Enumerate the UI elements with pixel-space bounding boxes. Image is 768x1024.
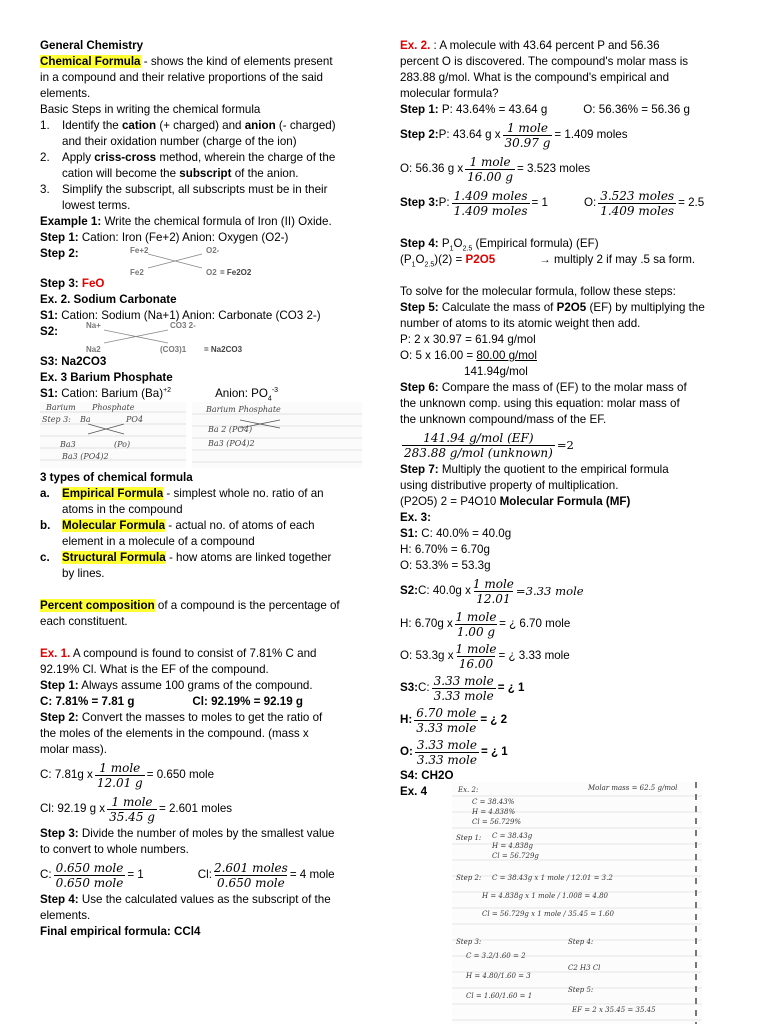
def-line: in a compound and their relative proportions of the said — [40, 71, 323, 84]
step-3: 3. Simplify the subscript, all subscripts must be in their — [40, 183, 328, 196]
example-3-s1: S1: Cation: Barium $(Ba)^{+2}$ Anion: $PO_4^{-3}$ — [40, 387, 279, 403]
ex2-step2-p: Step 2: P: 43.64 g x $\frac{\text{1 mole}}{30.97 g}$ = 1.409 moles — [400, 120, 628, 150]
types-heading: 3 types of chemical formula — [40, 471, 193, 484]
svg-text:Step 1:: Step 1: — [456, 834, 482, 842]
handwritten-ex4-image — [452, 782, 702, 1024]
svg-text:Ba3 (PO4)2: Ba3 (PO4)2 — [208, 439, 255, 448]
ex3-s2-c: S2: C: 40.0g x $\frac{\text{1 mole}}{12.01}$ =3.33 mole — [400, 576, 584, 606]
ex4-heading: Ex. 4 — [400, 785, 428, 798]
ex1-step3: Step 3: Divide the number of moles by the smallest value — [40, 827, 335, 840]
ex2-step7-mf: (P2O5) 2 = P4O10 Molecular Formula (MF) — [400, 495, 631, 508]
svg-text:Ba: Ba — [80, 415, 91, 424]
example-2-s2: S2: Na+ CO3 2- Na2 (CO3)1 = Na2CO3 — [40, 324, 370, 354]
ex2-problem-cont: percent O is discovered. The compound's molar mass is — [400, 55, 689, 68]
ex3-s2-h: H: 6.70g x $\frac{\text{1 mole}}{1.00 g}$ = ¿ 6.70 mole — [400, 609, 571, 639]
left-column — [40, 38, 370, 940]
svg-text:C2 H3 Cl: C2 H3 Cl — [568, 964, 601, 972]
ex2-step2-o: O: 56.36 g x $\frac{\text{1 mole}}{16.00 g}$ = 3.523 moles — [400, 154, 591, 184]
step-1: 1. Identify the cation (+ charged) and anion (- charged) — [40, 119, 336, 132]
def-line: elements. — [40, 87, 91, 100]
type-molecular-cont: element in a molecule of a compound — [62, 535, 255, 548]
example-2-s1: S1: Cation: Sodium (Na+1) Anion: Carbonate (CO3 2-) — [40, 309, 321, 322]
svg-text:O2: O2 — [206, 268, 217, 277]
type-empirical: a. Empirical Formula - simplest whole no. ratio of an — [40, 487, 324, 500]
step-3-cont: lowest terms. — [62, 199, 131, 212]
ex1-step1: Step 1: Always assume 100 grams of the compound. — [40, 679, 313, 692]
ex1-step4: Step 4: Use the calculated values as the subscript of the — [40, 893, 331, 906]
svg-text:Step 2:: Step 2: — [456, 874, 482, 882]
svg-text:Molar mass = 62.5 g/mol: Molar mass = 62.5 g/mol — [588, 784, 678, 792]
ex1-problem: Ex. 1. A compound is found to consist of 7.81% C and — [40, 647, 317, 660]
svg-text:H = 4.838g: H = 4.838g — [492, 842, 533, 850]
ex3-o: O: 53.3% = 53.3g — [400, 559, 491, 572]
chemical-formula-def: Chemical Formula - shows the kind of elements present — [40, 55, 333, 68]
type-molecular: b. Molecular Formula - actual no. of atoms of each — [40, 519, 315, 532]
percent-composition: Percent composition of a compound is the percentage of — [40, 599, 340, 612]
svg-text:Ba 2 (PO4): Ba 2 (PO4) — [208, 425, 253, 434]
criss-cross-sketch-1 — [128, 242, 328, 278]
svg-text:Ba3 (PO4)2: Ba3 (PO4)2 — [62, 452, 109, 461]
ex1-final: Final empirical formula: CCl4 — [40, 925, 201, 938]
ex2-step5-total: 141.94g/mol — [464, 365, 528, 378]
ex2-step6: Step 6: Compare the mass of (EF) to the molar mass of — [400, 381, 687, 394]
ex3-s1: S1: C: 40.0% = 40.0g — [400, 527, 512, 540]
ex2-step5-p: P: 2 x 30.97 = 61.94 g/mol — [400, 333, 536, 346]
svg-text:PO4: PO4 — [126, 415, 144, 424]
ex3-s3-c: S3: C: $\frac{\text{3.33 mole}}{\text{3.33 mole}}$ = ¿ 1 — [400, 673, 525, 703]
ex2-problem-cont: molecular formula? — [400, 87, 499, 100]
svg-text:EF = 2 x 35.45 = 35.45: EF = 2 x 35.45 = 35.45 — [572, 1006, 656, 1014]
svg-text:C = 38.43%: C = 38.43% — [472, 798, 515, 806]
svg-text:C = 3.2/1.60 = 2: C = 3.2/1.60 = 2 — [466, 952, 526, 960]
svg-text:Cl = 56.729%: Cl = 56.729% — [472, 818, 522, 826]
svg-text:O2-: O2- — [206, 246, 220, 255]
ex2-step4-cont: $(P_1O_{2.5})(2) = P2O5$ → multiply 2 if may .5 sa form. — [400, 253, 696, 269]
svg-text:= Na2CO3: = Na2CO3 — [204, 345, 243, 354]
example-1: Example 1: Write the chemical formula of Iron (II) Oxide. — [40, 215, 332, 228]
svg-text:Step 3:: Step 3: — [456, 938, 482, 946]
ex2-step6-cont: the unknown compound/mass of the EF. — [400, 413, 607, 426]
ex2-step5-o: O: 5 x 16.00 = 80.00 g/mol — [400, 349, 537, 362]
step-1-cont: and their oxidation number (charge of the ion) — [62, 135, 297, 148]
ex3-s2-o: O: 53.3g x $\frac{\text{1 mole}}{16.00}$ = ¿ 3.33 mole — [400, 641, 570, 671]
example-2-s3: S3: Na2CO3 — [40, 355, 107, 368]
svg-text:Ex. 2:: Ex. 2: — [458, 786, 479, 794]
ex3-h: H: 6.70% = 6.70g — [400, 543, 490, 556]
ex3-s4: S4: CH2O — [400, 769, 454, 782]
ex1-step2-cont: molar mass). — [40, 743, 107, 756]
right-column — [400, 38, 740, 800]
svg-text:Fe+2: Fe+2 — [130, 246, 149, 255]
svg-text:H = 4.80/1.60 = 3: H = 4.80/1.60 = 3 — [466, 972, 531, 980]
criss-cross-sketch-2 — [84, 319, 304, 355]
svg-text:(CO3)1: (CO3)1 — [160, 345, 187, 354]
svg-text:H = 4.838%: H = 4.838% — [472, 808, 516, 816]
ex1-c-moles: C: 7.81g x $\frac{\text{1 mole}}{12.01 g}$ = 0.650 mole — [40, 760, 215, 790]
ex2-step6-cont: the unknown comp. using this equation: molar mass of — [400, 397, 680, 410]
ex2-step7: Step 7: Multiply the quotient to the empirical formula — [400, 463, 669, 476]
svg-text:Step 5:: Step 5: — [568, 986, 594, 994]
svg-text:(Po): (Po) — [114, 440, 131, 449]
ex3-s3-h: H: $\frac{\text{6.70 mole}}{\text{3.33 mole}}$ = ¿ 2 — [400, 705, 508, 735]
ex1-masses: C: 7.81% = 7.81 g Cl: 92.19% = 92.19 g — [40, 695, 303, 708]
mf-intro: To solve for the molecular formula, follow these steps: — [400, 285, 676, 298]
svg-text:= Fe2O2: = Fe2O2 — [220, 268, 252, 277]
svg-text:Cl = 1.60/1.60 = 1: Cl = 1.60/1.60 = 1 — [466, 992, 533, 1000]
ex1-step2-cont: the moles of the elements in the compound. (mass x — [40, 727, 309, 740]
percent-composition-cont: each constituent. — [40, 615, 128, 628]
ex2-step5: Step 5: Calculate the mass of P2O5 (EF) by multiplying the — [400, 301, 705, 314]
svg-text:Barium Phosphate: Barium Phosphate — [206, 405, 281, 414]
ex3-heading: Ex. 3: — [400, 511, 431, 524]
ex1-divide: C: $\frac{\text{0.650 mole}}{\text{0.650 mole}}$ = 1 Cl: $\frac{\text{2.601 moles}}{\text{0.650 mole}}$ = 4 mole — [40, 860, 335, 890]
ex2-step7-cont: using distributive property of multiplication. — [400, 479, 619, 492]
ex3-s3-o: O: $\frac{\text{3.33 mole}}{\text{3.33 mole}}$ = ¿ 1 — [400, 737, 508, 767]
ex1-step3-cont: to convert to whole numbers. — [40, 843, 189, 856]
svg-text:Cl = 56.729g x 1 mole / 35.45: Cl = 56.729g x 1 mole / 35.45 = 1.60 — [482, 910, 614, 918]
svg-text:C = 38.43g x 1 mole / 12.01 =: C = 38.43g x 1 mole / 12.01 = 3.2 — [492, 874, 613, 882]
step-2-cont: cation will become the subscript of the anion. — [62, 167, 299, 180]
ex2-problem-cont: 283.88 g/mol. What is the compound's empirical and — [400, 71, 670, 84]
svg-text:Fe2: Fe2 — [130, 268, 144, 277]
ex2-step5-cont: number of atoms to its atomic weight then add. — [400, 317, 641, 330]
handwritten-notes-image — [40, 402, 370, 468]
ex1-step2: Step 2: Convert the masses to moles to get the ratio of — [40, 711, 323, 724]
type-structural: c. Structural Formula - how atoms are linked together — [40, 551, 332, 564]
ex2-problem: Ex. 2. : A molecule with 43.64 percent P and 56.36 — [400, 39, 660, 52]
svg-text:Na2: Na2 — [86, 345, 101, 354]
example-1-step3: Step 3: FeO — [40, 277, 105, 290]
ex2-step6-eq: $\frac{\text{141.94 g/mol (EF)}}{\text{283.88 g/mol (unknown)}}$ =2 — [404, 430, 574, 460]
example-1-step2: Step 2: Fe+2 O2- Fe2 O2 = Fe2O2 — [40, 246, 370, 276]
svg-text:CO3 2-: CO3 2- — [170, 321, 196, 330]
svg-text:Step 4:: Step 4: — [568, 938, 594, 946]
type-structural-cont: by lines. — [62, 567, 105, 580]
ex1-problem-cont: 92.19% Cl. What is the EF of the compound. — [40, 663, 269, 676]
example-2-heading: Ex. 2. Sodium Carbonate — [40, 293, 177, 306]
basic-steps-heading: Basic Steps in writing the chemical formula — [40, 103, 261, 116]
ex2-step1: Step 1: P: 43.64% = 43.64 g O: 56.36% = 56.36 g — [400, 103, 690, 116]
ex1-step4-cont: elements. — [40, 909, 91, 922]
svg-text:C = 38.43g: C = 38.43g — [492, 832, 533, 840]
svg-text:Na+: Na+ — [86, 321, 101, 330]
step-2: 2. Apply criss-cross method, wherein the charge of the — [40, 151, 336, 164]
svg-text:H = 4.838g x 1 mole / 1.008 =: H = 4.838g x 1 mole / 1.008 = 4.80 — [482, 892, 608, 900]
example-1-step1: Step 1: Cation: Iron (Fe+2) Anion: Oxygen (O2-) — [40, 231, 289, 244]
ex2-step4: Step 4: $P_1O_{2.5}$ (Empirical formula) (EF) — [400, 237, 599, 253]
example-3-heading: Ex. 3 Barium Phosphate — [40, 371, 173, 384]
svg-text:Barium: Barium — [46, 403, 76, 412]
ex1-cl-moles: Cl: 92.19 g x $\frac{\text{1 mole}}{35.45 g}$ = 2.601 moles — [40, 794, 233, 824]
svg-text:Step 3:: Step 3: — [42, 415, 71, 424]
svg-text:Phosphate: Phosphate — [92, 403, 135, 412]
ex2-step3: Step 3: P: $\frac{\text{1.409 moles}}{\text{1.409 moles}}$ = 1 O: $\frac{\text{3.523 moles}}{\text{1.409 moles}}$ = 2.5 — [400, 188, 705, 218]
svg-text:Ba3: Ba3 — [60, 440, 76, 449]
doc-title: General Chemistry — [40, 39, 144, 52]
svg-text:Cl = 56.729g: Cl = 56.729g — [492, 852, 539, 860]
type-empirical-cont: atoms in the compound — [62, 503, 183, 516]
handwritten-barium-phosphate — [40, 402, 370, 470]
